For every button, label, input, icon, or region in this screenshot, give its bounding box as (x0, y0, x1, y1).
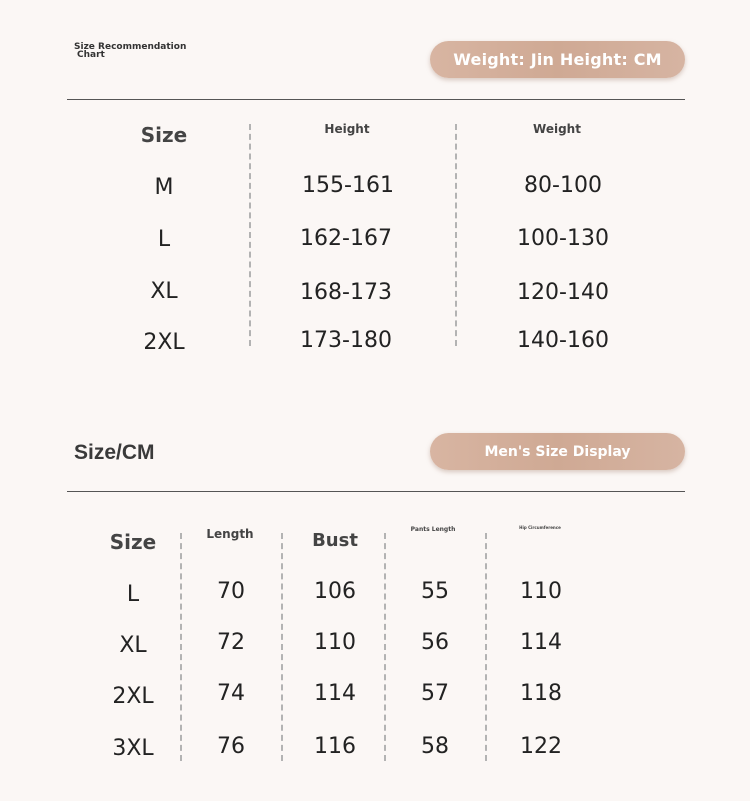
cell-bust: 106 (314, 579, 356, 604)
cell-size: 2XL (112, 684, 154, 709)
cell-size: 2XL (143, 330, 185, 355)
mens-size-badge (430, 433, 685, 470)
cell-pants-length: 55 (421, 579, 449, 604)
unit-badge-label: Weight: Jin Height: CM (453, 50, 662, 69)
cell-length: 70 (217, 579, 245, 604)
cell-height: 155-161 (302, 173, 394, 198)
cell-pants-length: 56 (421, 630, 449, 655)
cell-size: M (154, 175, 174, 200)
cell-height: 173-180 (300, 328, 392, 353)
cell-length: 76 (217, 734, 245, 759)
column-divider (281, 533, 283, 761)
unit-badge (430, 41, 685, 78)
header-size: Size (140, 123, 188, 147)
column-divider (455, 124, 457, 346)
cell-pants-length: 57 (421, 681, 449, 706)
small-title-line1: Size Recommendation (74, 42, 187, 52)
cell-hip: 118 (520, 681, 562, 706)
cell-size: 3XL (112, 736, 154, 761)
column-divider (249, 124, 251, 346)
cell-height: 162-167 (300, 226, 392, 251)
cell-bust: 110 (314, 630, 356, 655)
cell-pants-length: 58 (421, 734, 449, 759)
cell-bust: 114 (314, 681, 356, 706)
cell-length: 72 (217, 630, 245, 655)
mens-size-badge-label: Men's Size Display (484, 443, 631, 460)
cell-hip: 114 (520, 630, 562, 655)
cell-size: L (157, 227, 171, 252)
header-length: Length (206, 527, 254, 541)
header-size: Size (109, 530, 157, 554)
cell-bust: 116 (314, 734, 356, 759)
cell-height: 168-173 (300, 280, 392, 305)
cell-size: L (126, 582, 140, 607)
cell-weight: 100-130 (517, 226, 609, 251)
cell-weight: 140-160 (517, 328, 609, 353)
cell-weight: 120-140 (517, 280, 609, 305)
column-divider (180, 533, 182, 761)
header-hip-circumference: Hip Circumference (519, 525, 561, 530)
size-recommendation-title (74, 43, 194, 59)
cell-size: XL (119, 633, 147, 658)
header-pants-length: Pants Length (410, 526, 456, 533)
small-title-line2: Chart (77, 50, 105, 60)
column-divider (485, 533, 487, 761)
divider-top (67, 99, 685, 100)
divider-bottom (67, 491, 685, 492)
cell-length: 74 (217, 681, 245, 706)
header-weight: Weight (533, 122, 581, 136)
cell-size: XL (150, 279, 178, 304)
header-height: Height (324, 122, 370, 136)
cell-hip: 122 (520, 734, 562, 759)
cell-weight: 80-100 (524, 173, 602, 198)
size-cm-title: Size/CM (74, 441, 155, 464)
column-divider (384, 533, 386, 761)
header-bust: Bust (312, 530, 358, 551)
cell-hip: 110 (520, 579, 562, 604)
